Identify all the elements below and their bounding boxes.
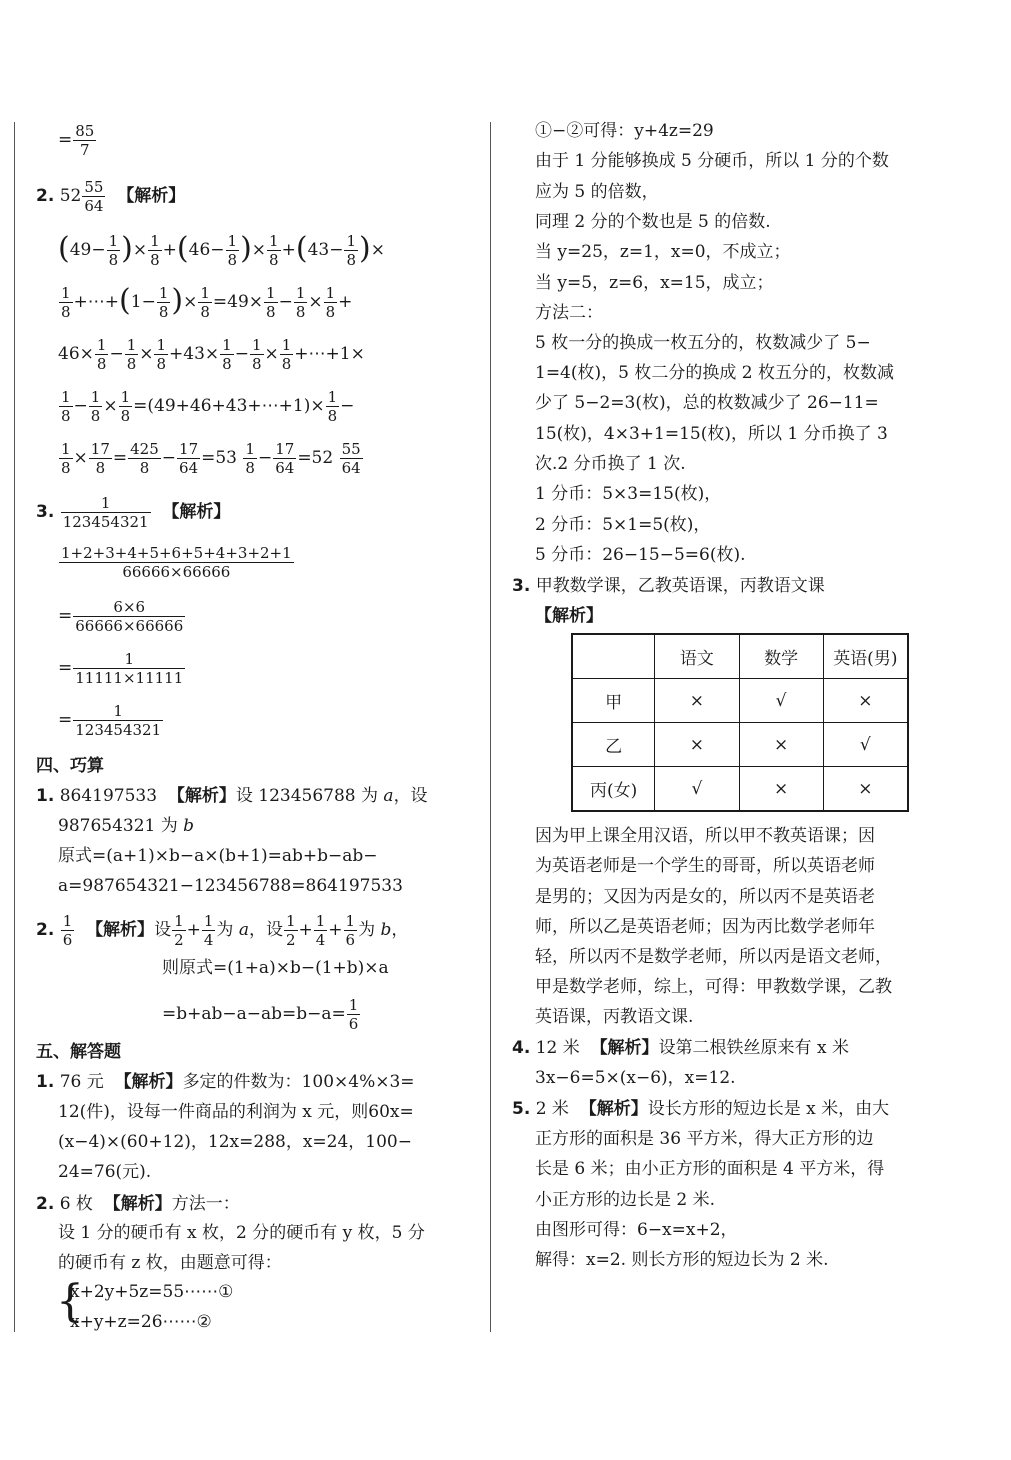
s4-q1-line2: 987654321 为 b — [58, 816, 195, 836]
s5-q1: 1. 76 元 【解析】多定的件数为：100×4%×3= — [36, 1072, 415, 1092]
s5-q1-line4: 24=76(元). — [58, 1162, 152, 1182]
r-para-5: 轻，所以丙不是数学老师，所以丙是语文老师， — [535, 947, 892, 967]
table-row — [572, 767, 908, 812]
table-row-label: 乙 — [572, 723, 655, 767]
r-line-7: 方法二： — [535, 303, 603, 323]
table-cell: × — [739, 767, 823, 812]
r-line-2: 由于 1 分能够换成 5 分硬币，所以 1 分的个数 — [535, 151, 889, 171]
r-line-9: 1=4(枚)，5 枚二分的换成 2 枚五分的，枚数减 — [535, 363, 894, 383]
table-row-label: 丙(女) — [572, 767, 655, 812]
r-q5-line3: 长是 6 米；由小正方形的面积是 4 平方米，得 — [535, 1159, 885, 1179]
r-line-8: 5 枚一分的换成一枚五分的，枚数减少了 5− — [535, 333, 871, 353]
q2-step-2: $\frac{1}{8}$ +⋯+(1− $\frac{1}{8}$ )× $\frac{1}{8}$ =49× $\frac{1}{8}$ − $\frac{1}{8}$ × $\frac{1}{8}$ + — [61, 283, 353, 321]
s5-q2: 2. 6 枚 【解析】方法一： — [36, 1194, 240, 1214]
q2-step-4: $\frac{1}{8}$ − $\frac{1}{8}$ × $\frac{1}{8}$ =(49+46+43+⋯+1)× $\frac{1}{8}$ − — [61, 388, 355, 425]
table-header-row — [572, 634, 908, 679]
table-cell: × — [823, 767, 908, 812]
r-line-10: 少了 5−2=3(枚)，总的枚数减少了 26−11= — [535, 393, 879, 413]
r-line-12: 次.2 分币换了 1 次. — [535, 454, 686, 474]
table-cell: × — [655, 679, 739, 723]
table-row-label: 甲 — [572, 679, 655, 723]
q3-fraction-4: = $\frac{1}{123454321}$ — [58, 702, 162, 739]
r-line-1: ①−②可得：y+4z=29 — [535, 121, 714, 141]
s4-q1: 1. 864197533 【解析】设 123456788 为 a，设 — [36, 786, 428, 806]
r-q5-line6: 解得：x=2. 则长方形的短边长为 2 米. — [535, 1250, 829, 1270]
s5-q2-line3: 的硬币有 z 枚，由题意可得： — [58, 1253, 282, 1273]
column-divider — [490, 122, 491, 1332]
table-cell — [572, 634, 655, 679]
r-line-14: 2 分币：5×1=5(枚)， — [535, 515, 711, 535]
s4-q2-line2: 则原式=(1+a)×b−(1+b)×a — [162, 958, 389, 978]
r-line-5: 当 y=25，z=1，x=0，不成立； — [535, 242, 791, 262]
s4-q1-line3: 原式=(a+1)×b−a×(b+1)=ab+b−ab− — [58, 846, 378, 866]
r-para-6: 甲是数学老师，综上，可得：甲教数学课，乙教 — [535, 977, 892, 997]
r-q4: 4. 12 米 【解析】设第二根铁丝原来有 x 米 — [512, 1038, 849, 1058]
r-q5-line5: 由图形可得：6−x=x+2， — [535, 1220, 738, 1240]
s5-q1-line3: (x−4)×(60+12)，12x=288，x=24，100− — [58, 1132, 412, 1152]
q2-step-5: $\frac{1}{8}$ × $\frac{17}{8}$ = $\frac{425}{8}$ − $\frac{17}{64}$ =53 $\frac{1}{8}$ − $\frac{17}{64}$ =52 $\frac{55}{64}$ — [61, 440, 361, 477]
result-85-7: = $\frac{85}{7}$ — [58, 122, 95, 159]
r-para-4: 师，所以乙是英语老师；因为丙比数学老师年 — [535, 917, 875, 937]
q3-fraction-3: = $\frac{1}{11111\times 11111}$ — [58, 650, 184, 687]
table-cell: √ — [823, 723, 908, 767]
r-line-6: 当 y=5，z=6，x=15，成立； — [535, 273, 774, 293]
table-row — [572, 723, 908, 767]
table-row — [572, 679, 908, 723]
table-header: 语文 — [655, 634, 739, 679]
equation-system-brace: { — [56, 1276, 84, 1327]
r-para-1: 因为甲上课全用汉语，所以甲不教英语课；因 — [535, 826, 875, 846]
table-cell: × — [655, 723, 739, 767]
table-cell: × — [739, 723, 823, 767]
table-header: 数学 — [739, 634, 823, 679]
q3-fraction-1: $\frac{1+2+3+4+5+6+5+4+3+2+1}{66666\times 66666}$ — [61, 544, 292, 581]
r-line-11: 15(枚)，4×3+1=15(枚)，所以 1 分币换了 3 — [535, 424, 888, 444]
table-cell: × — [823, 679, 908, 723]
r-para-3: 是男的；又因为丙是女的，所以丙不是英语老 — [535, 887, 875, 907]
s5-q1-line2: 12(件)，设每一件商品的利润为 x 元，则60x= — [58, 1102, 414, 1122]
q2-step-3: 46× $\frac{1}{8}$ − $\frac{1}{8}$ × $\frac{1}{8}$ +43× $\frac{1}{8}$ − $\frac{1}{8}$ × $\frac{1}{8}$ +⋯+1× — [58, 336, 365, 373]
s4-q1-line4: a=987654321−123456788=864197533 — [58, 876, 403, 896]
table-cell: √ — [655, 767, 739, 812]
r-line-13: 1 分币：5×3=15(枚)， — [535, 484, 722, 504]
r-para-7: 英语课，丙教语文课. — [535, 1007, 694, 1027]
q2-step-1: (49− $\frac{1}{8}$ )× $\frac{1}{8}$ +(46− $\frac{1}{8}$ )× $\frac{1}{8}$ +(43− $\frac{1}{8}$ )× — [58, 231, 385, 269]
r-line-3: 应为 5 的倍数， — [535, 182, 659, 202]
s5-q2-equation-2: x+y+z=26⋯⋯② — [70, 1312, 212, 1332]
r-q5-line4: 小正方形的边长是 2 米. — [535, 1190, 716, 1210]
r-q3-answer: 3. 甲教数学课，乙教英语课，丙教语文课 — [512, 576, 825, 596]
s4-q2: 2. $\frac{1}{6}$ 【解析】设 $\frac{1}{2}$ + $\frac{1}{4}$ 为 a，设 $\frac{1}{2}$ + $\frac{1}{4}$ + $\frac{1}{6}$ 为 b， — [36, 912, 409, 949]
left-margin-rule — [14, 122, 15, 1332]
s5-q2-equation-1: x+2y+5z=55⋯⋯① — [70, 1282, 234, 1302]
r-q3-analysis-tag: 【解析】 — [535, 606, 603, 626]
table-header: 英语(男) — [823, 634, 908, 679]
q2-answer: 2. 52 $\frac{55}{64}$ 【解析】 — [36, 178, 186, 215]
table-cell: √ — [739, 679, 823, 723]
r-line-15: 5 分币：26−15−5=6(枚). — [535, 545, 746, 565]
r-para-2: 为英语老师是一个学生的哥哥，所以英语老师 — [535, 856, 875, 876]
s4-q2-line3: =b+ab−a−ab=b−a= $\frac{1}{6}$ — [162, 996, 359, 1033]
logic-table — [571, 633, 909, 812]
r-q5-line2: 正方形的面积是 36 平方米，得大正方形的边 — [535, 1129, 874, 1149]
r-q5: 5. 2 米 【解析】设长方形的短边长是 x 米，由大 — [512, 1099, 890, 1119]
r-q4-line2: 3x−6=5×(x−6)，x=12. — [535, 1068, 736, 1088]
q3-answer: 3. $\frac{1}{123454321}$ 【解析】 — [36, 494, 231, 531]
q3-fraction-2: = $\frac{6\times 6}{66666\times 66666}$ — [58, 598, 184, 635]
r-line-4: 同理 2 分的个数也是 5 的倍数. — [535, 212, 771, 232]
section-4-heading: 四、巧算 — [36, 756, 104, 776]
s5-q2-line2: 设 1 分的硬币有 x 枚，2 分的硬币有 y 枚，5 分 — [58, 1223, 425, 1243]
section-5-heading: 五、解答题 — [36, 1042, 121, 1062]
